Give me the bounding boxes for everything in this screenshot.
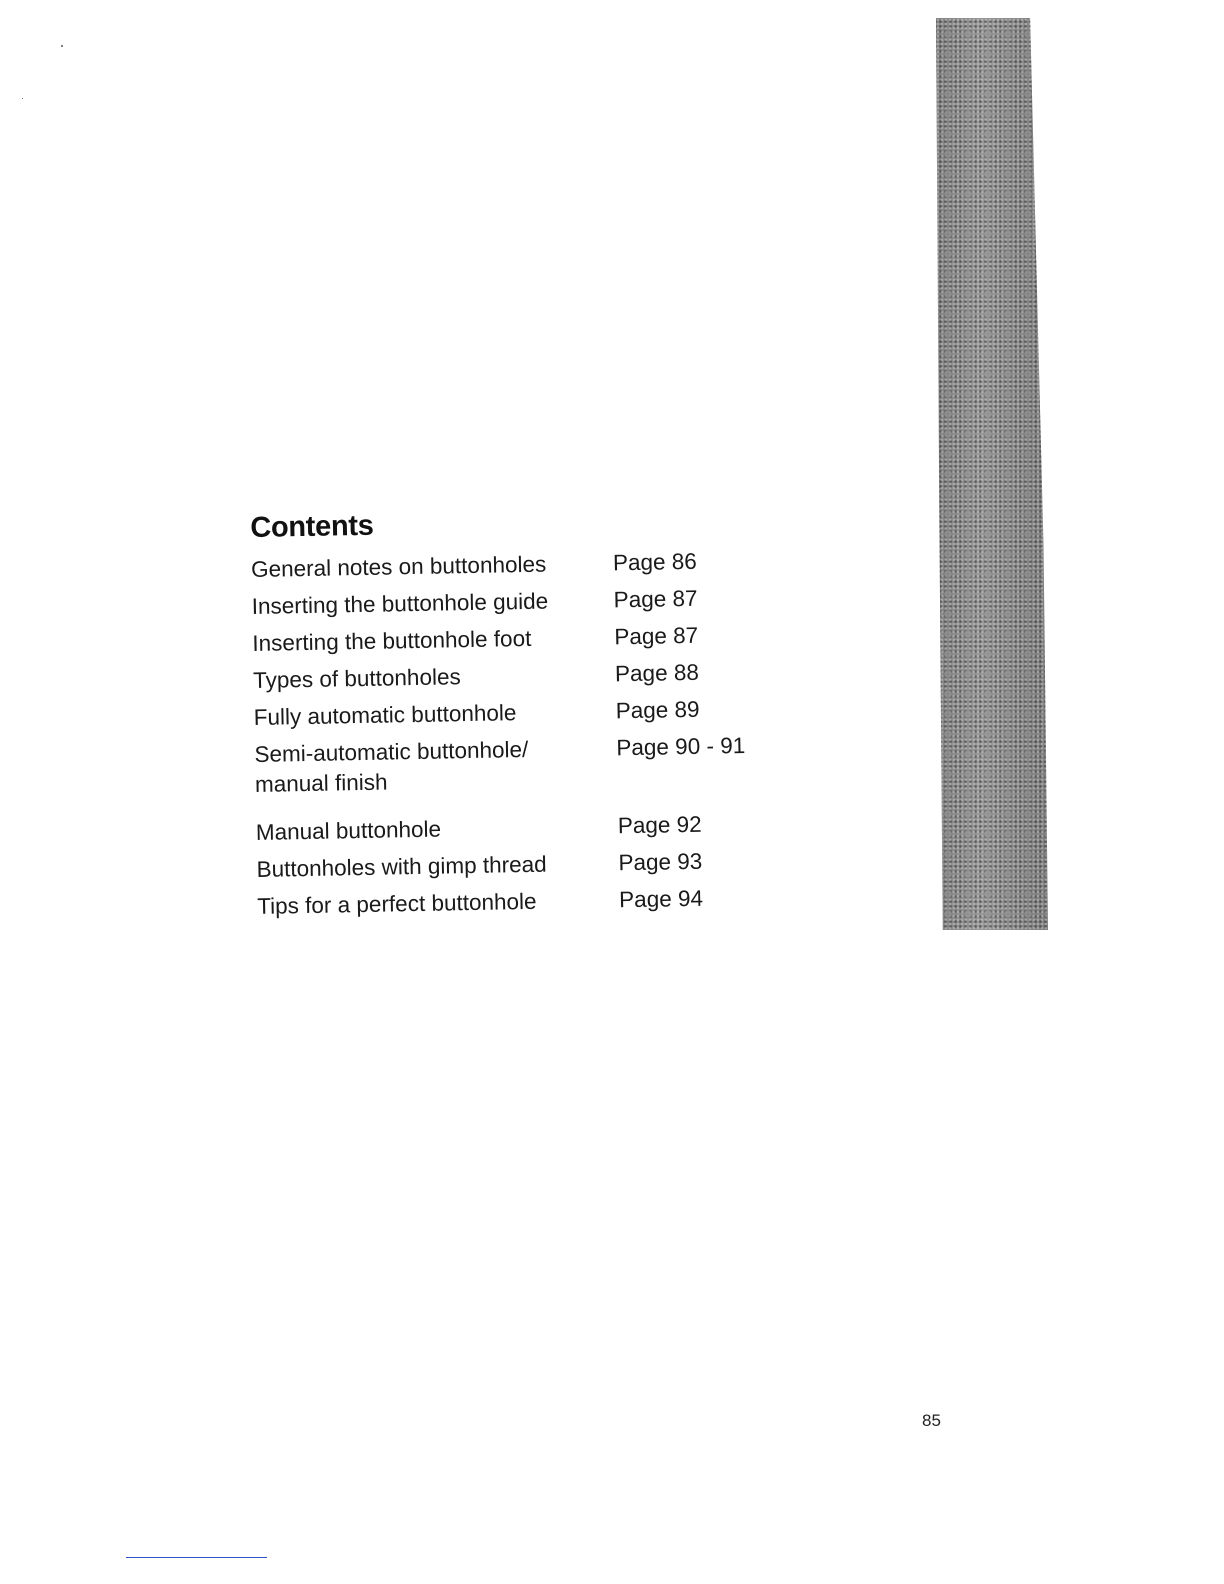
toc-entry-page: Page 94 <box>618 885 704 913</box>
toc-entry-page: Page 92 <box>617 811 702 839</box>
section-tab <box>936 18 1048 930</box>
toc-entry-title: Inserting the buttonhole guide <box>251 588 549 619</box>
toc-entry-page: Page 87 <box>614 622 699 650</box>
scan-speck <box>22 98 23 99</box>
toc-entry-title: General notes on buttonholes <box>250 551 547 582</box>
page-number: 85 <box>922 1411 941 1430</box>
toc-entry-title: Buttonholes with gimp thread <box>256 851 547 882</box>
toc-entry[interactable] <box>253 656 813 696</box>
scan-speck <box>61 45 63 47</box>
toc-entry[interactable] <box>256 808 816 848</box>
toc-entry-title: Fully automatic buttonhole <box>253 700 517 730</box>
toc-entry-title-line1: Semi-automatic buttonhole/ <box>254 736 529 767</box>
toc-entry-title: Manual buttonhole <box>255 816 442 845</box>
toc-entry-page: Page 86 <box>612 548 698 576</box>
toc-entry[interactable] <box>254 693 814 733</box>
toc-entry-title: Types of buttonholes <box>252 664 461 693</box>
toc-entry-page: Page 89 <box>615 696 700 724</box>
footer-rule <box>126 1557 267 1558</box>
toc-entry[interactable] <box>251 582 811 622</box>
table-of-contents <box>250 502 818 929</box>
toc-entry-title <box>254 733 617 800</box>
toc-entry-title-line2: manual finish <box>254 769 388 797</box>
toc-entry-title: Inserting the buttonhole foot <box>252 625 532 656</box>
contents-heading: Contents <box>250 509 374 544</box>
toc-entry[interactable] <box>257 882 817 922</box>
toc-entry-title: Tips for a perfect buttonhole <box>257 888 537 919</box>
toc-entry-page: Page 87 <box>613 585 698 613</box>
toc-entry[interactable] <box>256 845 816 885</box>
toc-entry-page: Page 88 <box>614 659 700 687</box>
toc-entry-page: Page 93 <box>618 848 703 876</box>
toc-entry-page: Page 90 - 91 <box>616 732 746 761</box>
toc-entry[interactable] <box>252 619 812 659</box>
toc-entry[interactable] <box>254 730 815 800</box>
toc-entry[interactable] <box>251 545 811 585</box>
